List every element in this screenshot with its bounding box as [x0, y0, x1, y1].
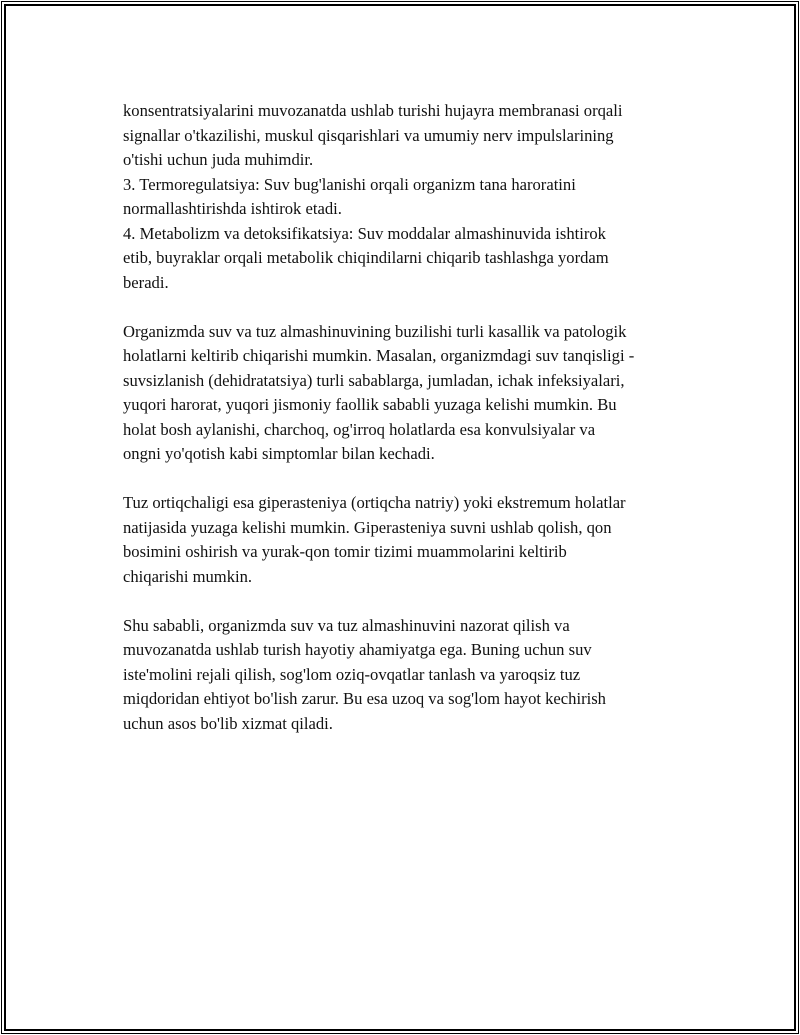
- text-line: Shu sababli, organizmda suv va tuz almashinuvini nazorat qilish va: [123, 615, 570, 635]
- text-line: bosimini oshirish va yurak-qon tomir tizimi muammolarini keltirib: [123, 542, 567, 561]
- paragraph-1: [123, 99, 703, 295]
- text-line: Tuz ortiqchaligi esa giperasteniya (ortiqcha natriy) yoki ekstremum holatlar: [123, 493, 626, 512]
- paragraph-3: [123, 491, 703, 589]
- text-line: yuqori harorat, yuqori jismoniy faollik sababli yuzaga kelishi mumkin. Bu: [123, 395, 617, 414]
- text-line: 4. Metabolizm va detoksifikatsiya: Suv moddalar almashinuvida ishtirok: [123, 223, 606, 243]
- text-line: muvozanatda ushlab turish hayotiy ahamiyatga ega. Buning uchun suv: [123, 640, 592, 659]
- paragraph-2: [123, 320, 703, 467]
- text-line: holatlarni keltirib chiqarishi mumkin. Masalan, organizmdagi suv tanqisligi -: [123, 346, 635, 365]
- text-line: Organizmda suv va tuz almashinuvining buzilishi turli kasallik va patologik: [123, 321, 627, 341]
- text-line: natijasida yuzaga kelishi mumkin. Giperasteniya suvni ushlab qolish, qon: [123, 517, 612, 537]
- text-line: iste'molini rejali qilish, sog'lom oziq-ovqatlar tanlash va yaroqsiz tuz: [123, 664, 581, 684]
- text-line: holat bosh aylanishi, charchoq, og'irroq holatlarda esa konvulsiyalar va: [123, 419, 596, 439]
- paragraph-4: [123, 614, 703, 737]
- text-line: 3. Termoregulatsiya: Suv bug'lanishi orqali organizm tana haroratini: [123, 174, 576, 194]
- text-line: chiqarishi mumkin.: [123, 566, 253, 586]
- document-body: [123, 99, 703, 736]
- text-line: konsentratsiyalarini muvozanatda ushlab turishi hujayra membranasi orqali: [123, 101, 623, 120]
- text-line: miqdoridan ehtiyot bo'lish zarur. Bu esa uzoq va sog'lom hayot kechirish: [123, 689, 606, 708]
- text-line: beradi.: [123, 272, 169, 292]
- text-line: uchun asos bo'lib xizmat qiladi.: [123, 713, 333, 733]
- text-line: o'tishi uchun juda muhimdir.: [123, 150, 314, 169]
- text-line: normallashtirishda ishtirok etadi.: [123, 199, 342, 218]
- text-line: suvsizlanish (dehidratatsiya) turli sabablarga, jumladan, ichak infeksiyalari,: [123, 370, 625, 390]
- page-border: [4, 4, 796, 1031]
- text-line: etib, buyraklar orqali metabolik chiqindilarni chiqarib tashlashga yordam: [123, 248, 609, 267]
- text-line: ongni yo'qotish kabi simptomlar bilan kechadi.: [123, 444, 435, 463]
- text-line: signallar o'tkazilishi, muskul qisqarishlari va umumiy nerv impulslarining: [123, 125, 614, 145]
